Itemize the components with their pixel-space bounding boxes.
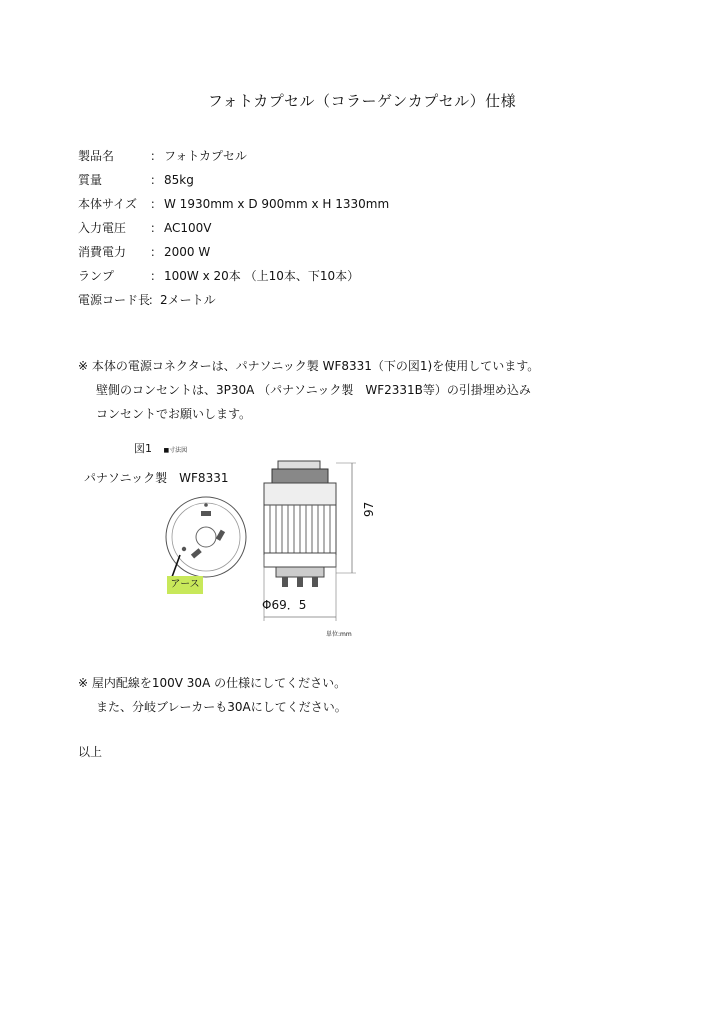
note-line: コンセントでお願いします。 [96,407,252,421]
spec-label: 質量 [78,173,103,187]
figure-unit: 単位:mm [326,631,352,638]
diameter-dimension-label: Φ69．5 [262,598,307,612]
wiring-note [78,673,347,721]
spec-value: 100W x 20本 （上10本、下10本） [164,269,360,283]
spec-value: 85kg [164,173,194,187]
note-line: ※ 本体の電源コネクターは、パナソニック製 WF8331（下の図1)を使用しています。 [78,359,540,373]
height-dimension-label: 97 [362,501,376,517]
spec-label: 入力電圧 [78,221,127,235]
spec-label: 電源コード長 [78,293,151,307]
spec-separator: ： [150,221,163,235]
connector-note [78,356,539,428]
spec-value: AC100V [164,221,212,235]
page-title: フォトカプセル（コラーゲンカプセル）仕様 [207,92,517,110]
spec-value: フォトカプセル [164,149,247,163]
figure-caption [134,440,187,456]
spec-label: 本体サイズ [78,197,138,211]
spec-label: 消費電力 [78,245,127,259]
spec-separator: ： [150,173,163,187]
spec-separator: ： [148,293,161,307]
note-line: 壁側のコンセントは、3P30A （パナソニック製 WF2331B等）の引掛埋め込み [96,383,531,397]
note-line: ※ 屋内配線を100V 30A の仕様にしてください。 [78,676,347,690]
figure-number: 図1 [134,442,152,455]
earth-label: アース [167,576,203,594]
plug-face-view [166,497,246,577]
spec-label: ランプ [78,269,115,283]
spec-value: W 1930mm x D 900mm x H 1330mm [164,197,390,211]
spec-label: 製品名 [78,149,115,163]
spec-separator: ： [150,149,163,163]
spec-value: 2000 W [164,245,211,259]
closing-text: 以上 [78,745,103,759]
spec-separator: ： [150,245,163,259]
figure-product-label: パナソニック製 WF8331 [84,471,229,485]
figure-subcaption: ■寸法図 [163,446,188,454]
spec-value: 2メートル [160,293,216,307]
spec-separator: ： [150,269,163,283]
note-line: また、分岐ブレーカーも30Aにしてください。 [96,700,347,714]
spec-separator: ： [150,197,163,211]
